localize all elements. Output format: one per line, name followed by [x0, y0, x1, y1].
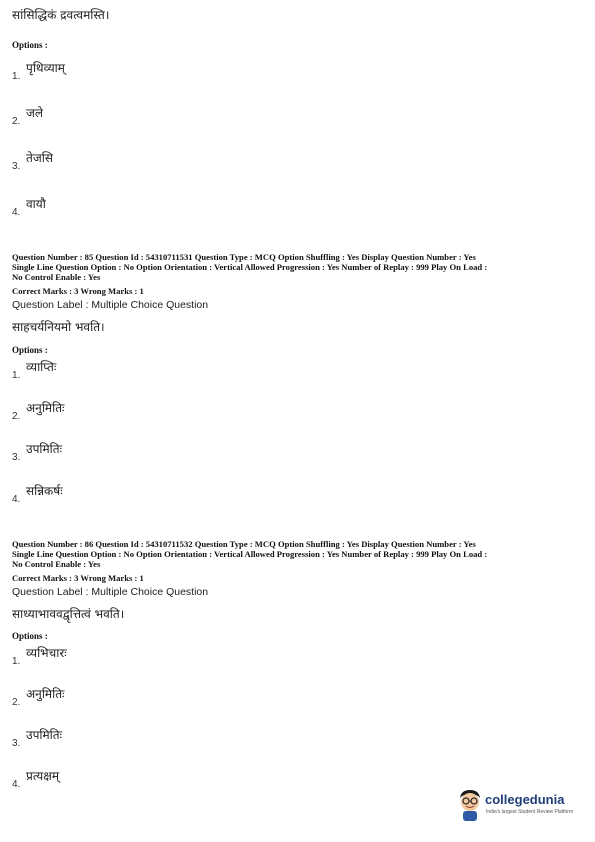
option-number: 1. [12, 370, 21, 381]
question-meta-line: Question Number : 86 Question Id : 54310711532 Question Type : MCQ Option Shuffling : Yes Display Question Number : Yes [12, 539, 476, 549]
logo-wordmark: collegedunia [485, 792, 565, 807]
option-number: 4. [12, 779, 21, 790]
question-meta-line: Single Line Question Option : No Option Orientation : Vertical Allowed Progression : Yes Number of Replay : 999 Play On Load : [12, 549, 488, 559]
option-number: 3. [12, 452, 21, 463]
option-number: 3. [12, 161, 21, 172]
option-number: 1. [12, 71, 21, 82]
question-text: साध्याभाववद्वृत्तित्वं भवति। [12, 607, 125, 621]
option-text: तेजसि [26, 151, 53, 165]
option-text: अनुमितिः [26, 687, 65, 701]
question-text: साहचर्यनियमो भवति। [12, 320, 105, 334]
option-text: पृथिव्याम् [26, 61, 65, 75]
question-label: Question Label : Multiple Choice Question [12, 586, 209, 598]
question-meta-line: No Control Enable : Yes [12, 272, 101, 282]
question-meta-line: Single Line Question Option : No Option Orientation : Vertical Allowed Progression : Yes Number of Replay : 999 Play On Load : [12, 262, 488, 272]
option-number: 2. [12, 116, 21, 127]
marks-info: Correct Marks : 3 Wrong Marks : 1 [12, 573, 144, 583]
collegedunia-logo [457, 786, 577, 826]
option-text: प्रत्यक्षम् [26, 769, 60, 783]
option-number: 4. [12, 207, 21, 218]
option-text: जले [26, 106, 44, 120]
option-number: 1. [12, 656, 21, 667]
marks-info: Correct Marks : 3 Wrong Marks : 1 [12, 286, 144, 296]
option-text: उपमितिः [26, 728, 63, 742]
option-text: व्यभिचारः [26, 646, 67, 660]
options-heading: Options : [12, 345, 48, 355]
question-meta-line: No Control Enable : Yes [12, 559, 101, 569]
option-text: उपमितिः [26, 442, 63, 456]
option-number: 3. [12, 738, 21, 749]
option-number: 2. [12, 697, 21, 708]
question-text: सांसिद्धिकं द्रवत्वमस्ति। [12, 8, 110, 22]
question-meta-line: Question Number : 85 Question Id : 54310711531 Question Type : MCQ Option Shuffling : Yes Display Question Number : Yes [12, 252, 476, 262]
logo-tagline: India's largest Student Review Platform [486, 809, 574, 815]
question-label: Question Label : Multiple Choice Question [12, 299, 209, 311]
option-number: 2. [12, 411, 21, 422]
option-text: सन्निकर्षः [26, 484, 63, 498]
option-text: अनुमितिः [26, 401, 65, 415]
option-text: वायौ [26, 197, 46, 211]
option-number: 4. [12, 494, 21, 505]
option-text: व्याप्तिः [26, 360, 57, 374]
options-heading: Options : [12, 631, 48, 641]
student-mascot-icon [457, 788, 483, 822]
options-heading: Options : [12, 40, 48, 50]
